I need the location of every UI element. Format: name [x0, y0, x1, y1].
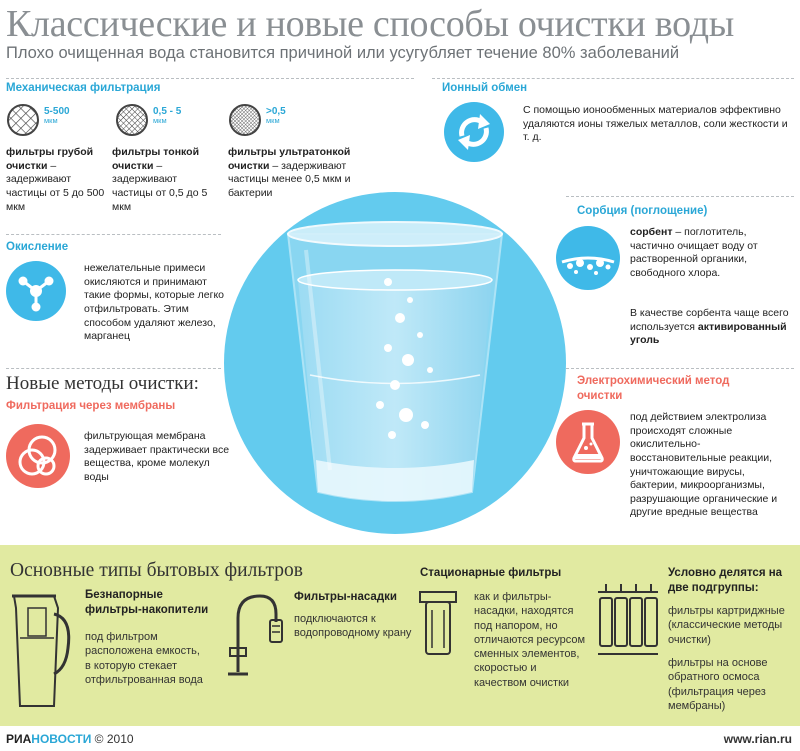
- divider: [6, 234, 221, 235]
- divider: [566, 368, 794, 369]
- ultrafine-mesh-icon: [228, 103, 262, 137]
- new-methods-heading: Новые методы очистки:: [6, 373, 199, 394]
- faucet-nozzle-icon: [224, 588, 284, 680]
- ion-exchange-icon-circle: [444, 102, 504, 162]
- groups-text-cartridge: фильтры картриджные (классические методы очистки): [668, 605, 785, 646]
- copyright: © 2010: [94, 732, 134, 746]
- pitcher-filter-title: Безнапорные фильтры-накопители: [85, 589, 209, 616]
- divider: [566, 196, 794, 197]
- mechanical-filtration-heading: Механическая фильтрация: [6, 82, 161, 94]
- groups-title: Условно делятся на две подгруппы:: [668, 567, 783, 594]
- sorption-icon-circle: [556, 226, 620, 290]
- footer-brand: РИАНОВОСТИ © 2010: [6, 732, 134, 746]
- sorption-text: сорбент – поглотитель, частично очищает воду от растворенной органики, свободного хлора.: [630, 226, 758, 279]
- stationary-filter-icon: [418, 590, 458, 662]
- sorption-text-2: В качестве сорбента чаще всего используется активированный уголь: [630, 307, 789, 347]
- refresh-arrows-icon: [444, 102, 504, 162]
- sorption-heading: Сорбция (поглощение): [577, 205, 708, 217]
- electrochemical-heading: Электрохимический метод очистки: [577, 375, 730, 402]
- footer-site-link[interactable]: www.rian.ru: [723, 732, 792, 746]
- fine-range: 0,5 - 5 мкм: [153, 106, 182, 125]
- coarse-range: 5-500 мкм: [44, 106, 70, 125]
- brand-logo: РИА: [6, 732, 32, 746]
- ion-exchange-text: С помощью ионообменных материалов эффективно удаляются ионы тяжелых металлов, соли жесткости и т. д.: [523, 104, 788, 144]
- nozzle-filter-title: Фильтры-насадки: [294, 591, 397, 603]
- groups-text-osmosis: фильтры на основе обратного осмоса (фильтрация через мембраны): [668, 657, 768, 712]
- nozzle-filter-text: подключаются к водопроводному крану: [294, 613, 412, 640]
- reverse-osmosis-filter-icon: [596, 578, 660, 664]
- membrane-rings-icon: [6, 424, 70, 488]
- glass-of-water-illustration: [270, 220, 520, 520]
- bubbles-icon: [556, 226, 620, 290]
- oxidation-icon-circle: [6, 261, 66, 321]
- oxidation-heading: Окисление: [6, 241, 69, 253]
- ultrafine-filter-text: фильтры ультратонкой очистки – задерживают частицы менее 0,5 мкм и бактерии: [228, 146, 351, 199]
- coarse-filter-text: фильтры грубой очистки – задерживают частицы от 5 до 500 мкм: [6, 146, 105, 213]
- molecule-icon: [6, 261, 66, 321]
- page-title: Классические и новые способы очистки воды: [6, 3, 734, 45]
- page-subtitle: Плохо очищенная вода становится причиной или усугубляет течение 80% заболеваний: [6, 44, 680, 62]
- membrane-text: фильтрующая мембрана задерживает практически все вещества, кроме молекул воды: [84, 430, 230, 483]
- divider: [6, 78, 414, 79]
- divider: [6, 368, 221, 369]
- pitcher-filter-icon: [6, 588, 76, 714]
- pitcher-filter-text: под фильтром расположена емкость, в которую стекает отфильтрованная вода: [85, 631, 203, 686]
- coarse-mesh-icon: [6, 103, 40, 137]
- fine-filter-text: фильтры тонкой очистки – задерживают частицы от 0,5 до 5 мкм: [112, 146, 208, 213]
- membrane-icon-circle: [6, 424, 70, 488]
- flask-icon: [556, 410, 620, 474]
- electrochemical-icon-circle: [556, 410, 620, 474]
- household-filters-heading: Основные типы бытовых фильтров: [10, 560, 303, 581]
- fine-mesh-icon: [115, 103, 149, 137]
- stationary-filter-text: как и фильтры-насадки, находятся под напором, но отличаются ресурсом сменных элементов, скоростью и качеством очистки: [474, 591, 586, 689]
- ultrafine-range: >0,5 мкм: [266, 106, 286, 125]
- oxidation-text: нежелательные примеси окисляются и принимают такие формы, которые легко отфильтровать. Этим способом удаляют железо, марганец: [84, 262, 225, 343]
- divider: [432, 78, 794, 79]
- ion-exchange-heading: Ионный обмен: [442, 82, 528, 94]
- electrochemical-text: под действием электролиза происходят сложные окислительно-восстановительные реакции, уничтожающие вирусы, бактерии, микроорганизмы, разрушающие органические и другие вредные вещества: [630, 411, 778, 519]
- membrane-heading: Фильтрация через мембраны: [6, 400, 176, 412]
- stationary-filter-title: Стационарные фильтры: [420, 567, 562, 579]
